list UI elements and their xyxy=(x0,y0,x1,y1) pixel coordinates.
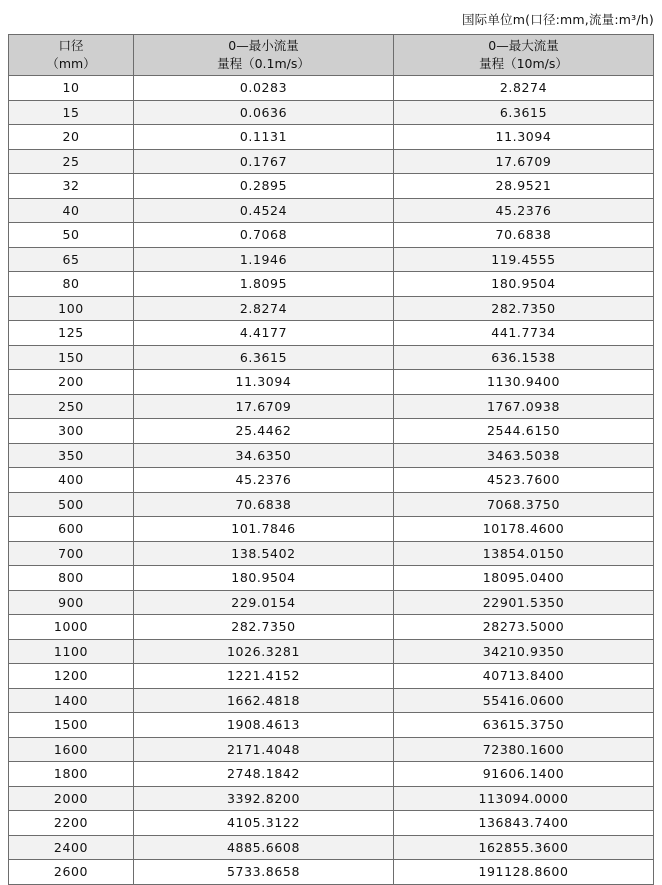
cell-min-flow: 3392.8200 xyxy=(134,786,394,811)
table-row xyxy=(9,786,654,811)
table-row xyxy=(9,590,654,615)
table-row xyxy=(9,835,654,860)
cell-max-flow: 10178.4600 xyxy=(394,517,654,542)
cell-min-flow: 2748.1842 xyxy=(134,762,394,787)
table-row xyxy=(9,419,654,444)
cell-diameter: 350 xyxy=(9,443,134,468)
cell-max-flow: 113094.0000 xyxy=(394,786,654,811)
table-row xyxy=(9,394,654,419)
cell-max-flow: 162855.3600 xyxy=(394,835,654,860)
cell-min-flow: 180.9504 xyxy=(134,566,394,591)
table-row xyxy=(9,468,654,493)
cell-min-flow: 138.5402 xyxy=(134,541,394,566)
cell-diameter: 80 xyxy=(9,272,134,297)
table-row xyxy=(9,811,654,836)
cell-min-flow: 229.0154 xyxy=(134,590,394,615)
table-row xyxy=(9,223,654,248)
cell-max-flow: 18095.0400 xyxy=(394,566,654,591)
cell-diameter: 900 xyxy=(9,590,134,615)
column-header-min-flow xyxy=(134,35,394,76)
cell-diameter: 2000 xyxy=(9,786,134,811)
cell-diameter: 2600 xyxy=(9,860,134,885)
cell-min-flow: 5733.8658 xyxy=(134,860,394,885)
cell-diameter: 200 xyxy=(9,370,134,395)
cell-min-flow: 101.7846 xyxy=(134,517,394,542)
cell-max-flow: 13854.0150 xyxy=(394,541,654,566)
cell-min-flow: 17.6709 xyxy=(134,394,394,419)
table-row xyxy=(9,737,654,762)
table-row xyxy=(9,321,654,346)
cell-max-flow: 191128.8600 xyxy=(394,860,654,885)
cell-max-flow: 45.2376 xyxy=(394,198,654,223)
cell-diameter: 500 xyxy=(9,492,134,517)
cell-max-flow: 40713.8400 xyxy=(394,664,654,689)
table-row xyxy=(9,370,654,395)
cell-diameter: 1100 xyxy=(9,639,134,664)
cell-diameter: 50 xyxy=(9,223,134,248)
cell-min-flow: 4885.6608 xyxy=(134,835,394,860)
column-header-max-flow-line1: 0—最大流量 xyxy=(488,37,559,53)
cell-max-flow: 55416.0600 xyxy=(394,688,654,713)
cell-min-flow: 25.4462 xyxy=(134,419,394,444)
cell-diameter: 1500 xyxy=(9,713,134,738)
cell-diameter: 1200 xyxy=(9,664,134,689)
table-row xyxy=(9,345,654,370)
cell-max-flow: 2544.6150 xyxy=(394,419,654,444)
cell-max-flow: 11.3094 xyxy=(394,125,654,150)
cell-diameter: 150 xyxy=(9,345,134,370)
table-row xyxy=(9,443,654,468)
cell-max-flow: 63615.3750 xyxy=(394,713,654,738)
table-row xyxy=(9,566,654,591)
cell-min-flow: 282.7350 xyxy=(134,615,394,640)
table-row xyxy=(9,174,654,199)
cell-max-flow: 282.7350 xyxy=(394,296,654,321)
table-row xyxy=(9,860,654,885)
column-header-diameter xyxy=(9,35,134,76)
cell-diameter: 800 xyxy=(9,566,134,591)
cell-min-flow: 70.6838 xyxy=(134,492,394,517)
cell-min-flow: 11.3094 xyxy=(134,370,394,395)
table-row xyxy=(9,492,654,517)
table-row xyxy=(9,125,654,150)
cell-max-flow: 34210.9350 xyxy=(394,639,654,664)
cell-max-flow: 70.6838 xyxy=(394,223,654,248)
cell-max-flow: 28273.5000 xyxy=(394,615,654,640)
table-body xyxy=(9,76,654,885)
cell-min-flow: 45.2376 xyxy=(134,468,394,493)
column-header-diameter-line2: （mm） xyxy=(46,56,96,71)
cell-diameter: 400 xyxy=(9,468,134,493)
cell-min-flow: 0.4524 xyxy=(134,198,394,223)
unit-note: 国际单位m(口径:mm,流量:m³/h) xyxy=(461,12,654,27)
column-header-diameter-line1: 口径 xyxy=(58,37,84,53)
flow-range-table xyxy=(8,34,654,885)
cell-diameter: 700 xyxy=(9,541,134,566)
cell-diameter: 600 xyxy=(9,517,134,542)
cell-min-flow: 0.7068 xyxy=(134,223,394,248)
cell-min-flow: 1026.3281 xyxy=(134,639,394,664)
cell-diameter: 300 xyxy=(9,419,134,444)
cell-max-flow: 17.6709 xyxy=(394,149,654,174)
cell-diameter: 1800 xyxy=(9,762,134,787)
cell-diameter: 1400 xyxy=(9,688,134,713)
cell-diameter: 40 xyxy=(9,198,134,223)
cell-diameter: 1600 xyxy=(9,737,134,762)
column-header-min-flow-line2: 量程（0.1m/s） xyxy=(217,56,310,71)
table-row xyxy=(9,615,654,640)
table-row xyxy=(9,198,654,223)
cell-diameter: 25 xyxy=(9,149,134,174)
cell-min-flow: 1221.4152 xyxy=(134,664,394,689)
cell-max-flow: 72380.1600 xyxy=(394,737,654,762)
cell-max-flow: 91606.1400 xyxy=(394,762,654,787)
cell-max-flow: 180.9504 xyxy=(394,272,654,297)
cell-min-flow: 1.1946 xyxy=(134,247,394,272)
cell-min-flow: 2.8274 xyxy=(134,296,394,321)
cell-max-flow: 6.3615 xyxy=(394,100,654,125)
cell-diameter: 2400 xyxy=(9,835,134,860)
cell-min-flow: 0.1767 xyxy=(134,149,394,174)
table-row xyxy=(9,76,654,101)
cell-diameter: 10 xyxy=(9,76,134,101)
cell-diameter: 1000 xyxy=(9,615,134,640)
cell-min-flow: 0.1131 xyxy=(134,125,394,150)
table-header-row xyxy=(9,35,654,76)
table-row xyxy=(9,688,654,713)
table-row xyxy=(9,713,654,738)
table-row xyxy=(9,517,654,542)
table-row xyxy=(9,149,654,174)
table-row xyxy=(9,272,654,297)
cell-diameter: 20 xyxy=(9,125,134,150)
table-row xyxy=(9,100,654,125)
table-row xyxy=(9,639,654,664)
cell-min-flow: 0.0636 xyxy=(134,100,394,125)
cell-diameter: 100 xyxy=(9,296,134,321)
cell-diameter: 15 xyxy=(9,100,134,125)
cell-max-flow: 22901.5350 xyxy=(394,590,654,615)
cell-max-flow: 2.8274 xyxy=(394,76,654,101)
cell-min-flow: 4.4177 xyxy=(134,321,394,346)
cell-min-flow: 6.3615 xyxy=(134,345,394,370)
cell-diameter: 2200 xyxy=(9,811,134,836)
cell-max-flow: 1130.9400 xyxy=(394,370,654,395)
table-row xyxy=(9,664,654,689)
cell-max-flow: 636.1538 xyxy=(394,345,654,370)
cell-diameter: 32 xyxy=(9,174,134,199)
column-header-min-flow-line1: 0—最小流量 xyxy=(228,37,299,53)
cell-max-flow: 3463.5038 xyxy=(394,443,654,468)
cell-diameter: 125 xyxy=(9,321,134,346)
table-row xyxy=(9,541,654,566)
cell-diameter: 250 xyxy=(9,394,134,419)
table-row xyxy=(9,762,654,787)
cell-max-flow: 119.4555 xyxy=(394,247,654,272)
cell-min-flow: 1908.4613 xyxy=(134,713,394,738)
cell-min-flow: 1.8095 xyxy=(134,272,394,297)
column-header-max-flow-line2: 量程（10m/s） xyxy=(479,56,568,71)
cell-diameter: 65 xyxy=(9,247,134,272)
cell-min-flow: 34.6350 xyxy=(134,443,394,468)
cell-max-flow: 1767.0938 xyxy=(394,394,654,419)
table-row xyxy=(9,296,654,321)
cell-max-flow: 7068.3750 xyxy=(394,492,654,517)
table-row xyxy=(9,247,654,272)
cell-min-flow: 4105.3122 xyxy=(134,811,394,836)
cell-max-flow: 4523.7600 xyxy=(394,468,654,493)
cell-min-flow: 2171.4048 xyxy=(134,737,394,762)
cell-max-flow: 136843.7400 xyxy=(394,811,654,836)
cell-min-flow: 0.0283 xyxy=(134,76,394,101)
table-header xyxy=(9,35,654,76)
cell-min-flow: 1662.4818 xyxy=(134,688,394,713)
column-header-max-flow xyxy=(394,35,654,76)
cell-max-flow: 441.7734 xyxy=(394,321,654,346)
cell-max-flow: 28.9521 xyxy=(394,174,654,199)
cell-min-flow: 0.2895 xyxy=(134,174,394,199)
